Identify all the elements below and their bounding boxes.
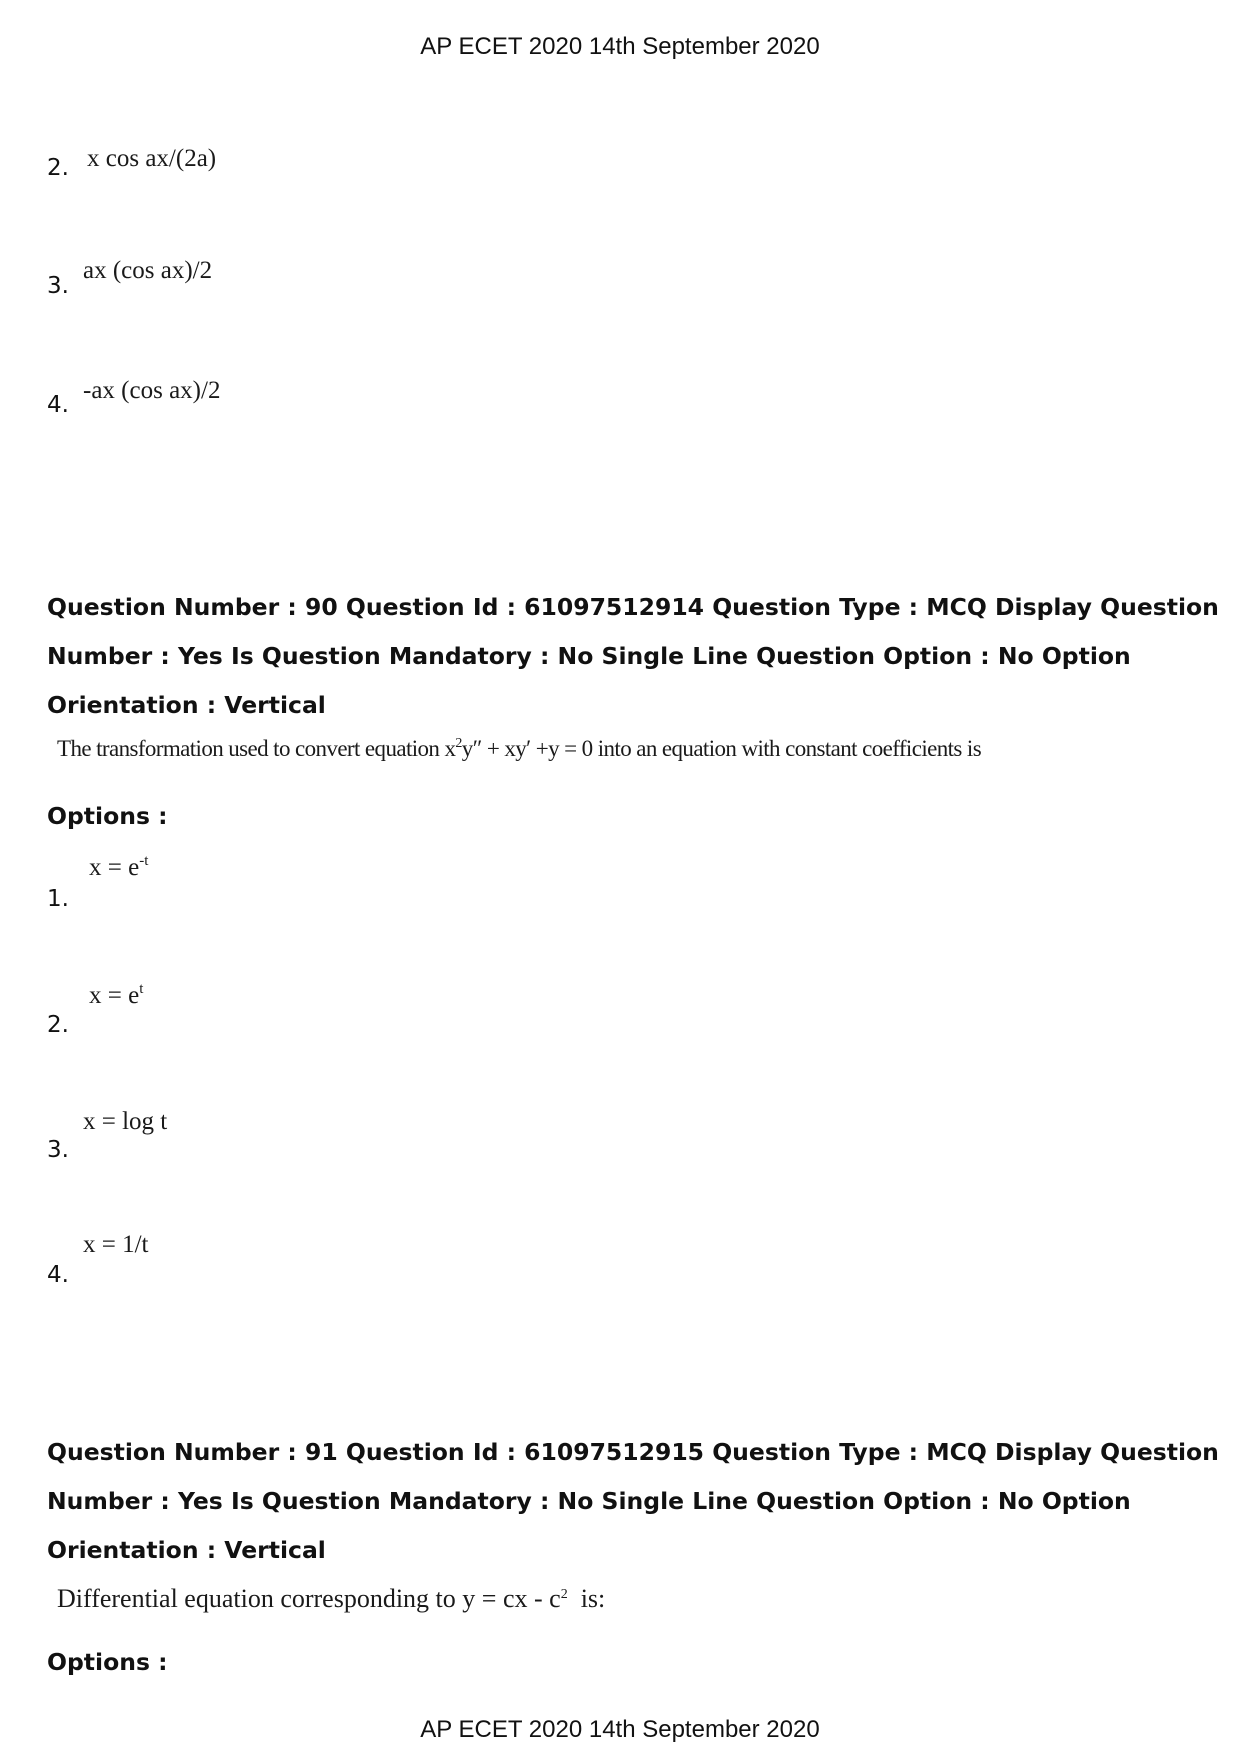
q91-question-text [57,1584,605,1614]
q90-metadata [47,583,1219,730]
option-formula-sup: -t [139,853,149,869]
option-formula: ax (cos ax)/2 [83,257,213,284]
option-formula [89,854,148,882]
option-number: 3. [47,273,69,299]
option-number: 4. [47,1262,69,1288]
page-footer: AP ECET 2020 14th September 2020 [420,1716,820,1743]
option-formula: x cos ax/(2a) [87,145,217,172]
option-number: 2. [47,1012,69,1038]
option-formula [83,1231,149,1259]
option-formula-base: x = e [89,982,140,1009]
option-formula-base: x = 1/t [83,1231,149,1258]
q90-question-sup: 2 [455,736,462,751]
option-number: 1. [47,886,69,912]
q91-meta-line-2: Number : Yes Is Question Mandatory : No Single Line Question Option : No Option [47,1487,1131,1515]
q90-question-text [57,736,981,762]
option-number: 3. [47,1137,69,1163]
option-number: 2. [47,155,69,181]
q91-question-part2: is: [567,1584,606,1613]
q90-options-label: Options : [47,802,168,830]
q91-options-label: Options : [47,1648,168,1676]
q91-question-part1: Differential equation corresponding to y = cx - c [57,1584,561,1613]
option-formula: -ax (cos ax)/2 [83,377,221,404]
q90-meta-line-2: Number : Yes Is Question Mandatory : No Single Line Question Option : No Option [47,642,1131,670]
q91-meta-line-1: Question Number : 91 Question Id : 61097512915 Question Type : MCQ Display Question [47,1438,1219,1466]
option-formula [83,1108,167,1136]
option-formula-base: x = log t [83,1108,168,1135]
q91-question-sup: 2 [560,1587,568,1602]
option-formula [89,982,143,1010]
q90-meta-line-1: Question Number : 90 Question Id : 61097512914 Question Type : MCQ Display Question [47,593,1219,621]
q91-meta-line-3: Orientation : Vertical [47,1536,326,1564]
q90-meta-line-3: Orientation : Vertical [47,691,326,719]
option-formula-base: x = e [89,854,140,881]
option-formula-sup: t [139,981,144,997]
option-number: 4. [47,392,69,418]
q91-metadata [47,1428,1219,1575]
q90-question-part1: The transformation used to convert equation x [57,736,456,761]
q90-question-part2: y″ + xy′ +y = 0 into an equation with constant coefficients is [461,736,982,761]
page-header: AP ECET 2020 14th September 2020 [420,33,820,60]
